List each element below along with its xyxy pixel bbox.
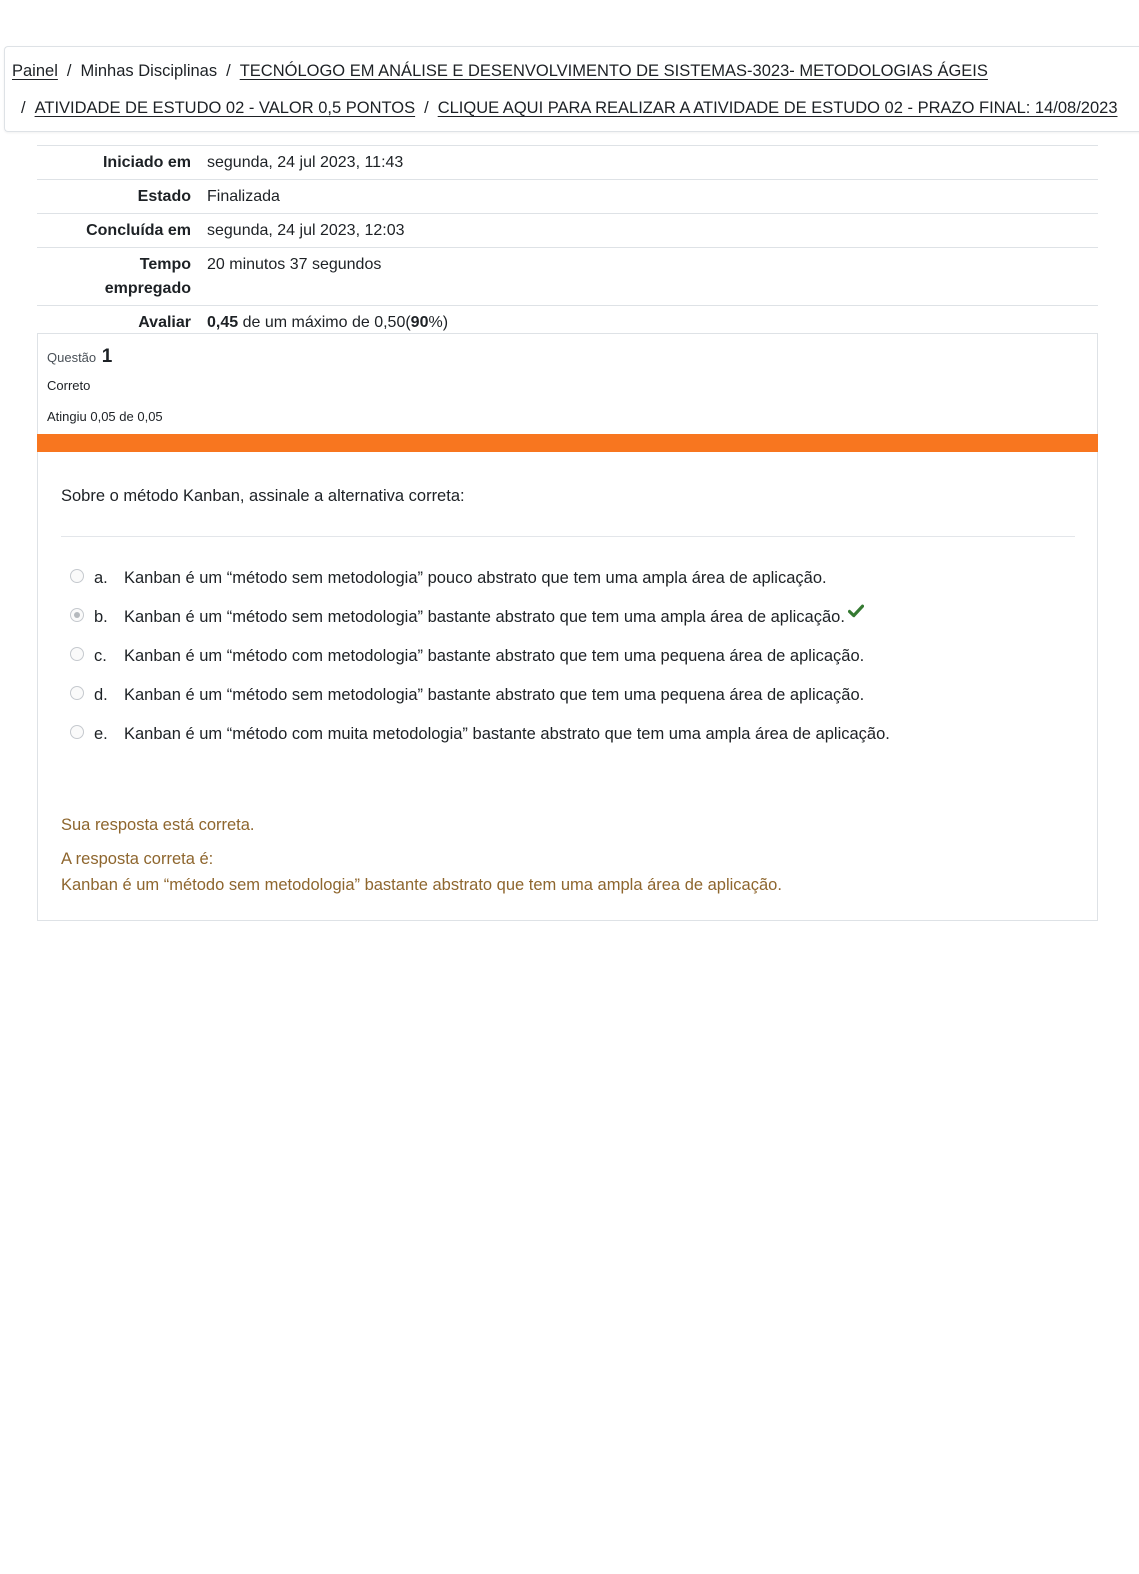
radio-b-selected[interactable] [70,608,84,622]
grade-score: 0,45 [207,314,239,331]
question-content [37,452,1098,921]
radio-a[interactable] [70,569,84,583]
question-text: Sobre o método Kanban, assinale a alternativa correta: [61,487,465,505]
answer-option-d[interactable] [70,686,864,705]
summary-label: Concluída em [37,214,199,248]
attempt-summary-table [37,145,1098,339]
breadcrumb-separator: / [424,99,429,117]
answer-text: Kanban é um “método com muita metodologia” bastante abstrato que tem uma ampla área de aplicação. [124,725,890,743]
breadcrumb-item-minhas-disciplinas: Minhas Disciplinas [80,62,218,80]
summary-label [37,248,199,306]
breadcrumb-separator: / [66,62,72,80]
summary-value: segunda, 24 jul 2023, 11:43 [199,146,1098,180]
answer-text: Kanban é um “método com metodologia” bastante abstrato que tem uma pequena área de aplicação. [124,647,865,665]
question-grade: Atingiu 0,05 de 0,05 [47,409,163,424]
radio-c[interactable] [70,647,84,661]
answer-text: Kanban é um “método sem metodologia” bastante abstrato que tem uma ampla área de aplicação. [124,608,845,626]
feedback-correct: Sua resposta está correta. [61,816,255,834]
summary-label-line: empregado [104,280,191,297]
summary-row-started [37,146,1098,180]
summary-value: Finalizada [199,180,1098,214]
answer-letter: e. [94,725,108,743]
breadcrumb-link-course[interactable]: TECNÓLOGO EM ANÁLISE E DESENVOLVIMENTO DE SISTEMAS-3023- METODOLOGIAS ÁGEIS [239,62,988,80]
summary-row-state [37,180,1098,214]
answer-letter: a. [94,569,108,587]
summary-row-completed [37,214,1098,248]
summary-label: Avaliar [37,306,199,340]
breadcrumb-link-quiz[interactable]: CLIQUE AQUI PARA REALIZAR A ATIVIDADE DE ESTUDO 02 - PRAZO FINAL: 14/08/2023 [437,99,1118,117]
answer-letter: d. [94,686,108,704]
question-number-value: 1 [101,346,113,367]
feedback-right-label: A resposta correta é: [61,850,214,868]
answer-text: Kanban é um “método sem metodologia” bastante abstrato que tem uma pequena área de aplicação. [124,686,865,704]
grade-text-end: %) [428,314,449,331]
question-info-panel [37,333,1098,434]
answer-option-e[interactable] [70,725,890,744]
question-number [47,346,112,368]
summary-label: Estado [37,180,199,214]
question-label: Questão [47,350,97,365]
summary-value: 20 minutos 37 segundos [199,248,1098,306]
breadcrumb [4,46,1139,132]
summary-label: Iniciado em [37,146,199,180]
question-state: Correto [47,378,91,393]
summary-label-line: Tempo [139,256,191,273]
radio-d[interactable] [70,686,84,700]
answer-letter: b. [94,608,108,626]
radio-e[interactable] [70,725,84,739]
summary-row-time [37,248,1098,306]
grade-text: de um máximo de 0,50( [238,314,411,331]
answer-text: Kanban é um “método sem metodologia” pouco abstrato que tem uma ampla área de aplicação. [124,569,827,587]
feedback-right-answer: Kanban é um “método sem metodologia” bastante abstrato que tem uma ampla área de aplicação. [61,876,782,894]
divider [61,536,1075,537]
check-icon [848,604,864,623]
question-header-bar [37,434,1098,452]
answer-option-b[interactable] [70,608,864,627]
grade-percent: 90 [410,314,429,331]
breadcrumb-link-painel[interactable]: Painel [12,62,58,80]
summary-value: segunda, 24 jul 2023, 12:03 [199,214,1098,248]
breadcrumb-link-activity[interactable]: ATIVIDADE DE ESTUDO 02 - VALOR 0,5 PONTOS [34,99,416,117]
breadcrumb-separator: / [21,99,26,117]
answer-option-c[interactable] [70,647,864,666]
answer-option-a[interactable] [70,569,827,588]
breadcrumb-separator: / [226,62,231,80]
answer-letter: c. [94,647,107,665]
